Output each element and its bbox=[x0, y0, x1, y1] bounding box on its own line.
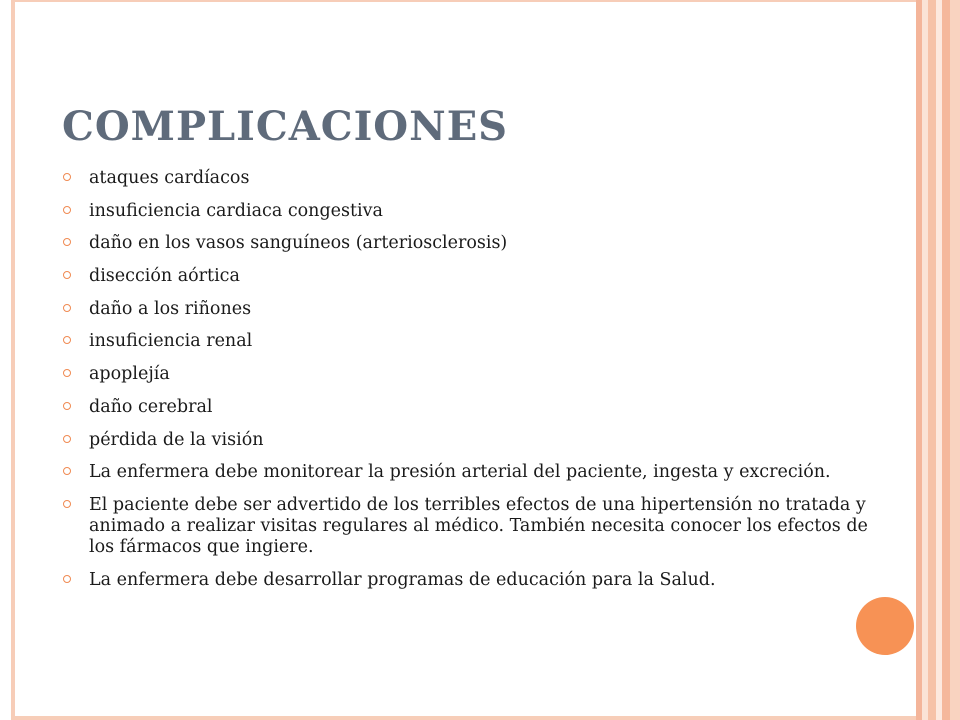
circle-bullet-icon bbox=[63, 304, 71, 312]
frame-top-border bbox=[11, 0, 920, 2]
frame-left-border bbox=[11, 0, 15, 720]
right-stripe bbox=[950, 0, 960, 720]
circle-bullet-icon bbox=[63, 435, 71, 443]
circle-bullet-icon bbox=[63, 336, 71, 344]
list-item-text: insuficiencia cardiaca congestiva bbox=[89, 200, 383, 221]
list-item-text: La enfermera debe desarrollar programas de educación para la Salud. bbox=[89, 569, 716, 590]
list-item bbox=[62, 397, 892, 418]
list-item-text: La enfermera debe monitorear la presión arterial del paciente, ingesta y excreción. bbox=[89, 462, 831, 483]
bullet-list bbox=[62, 168, 892, 602]
right-stripe bbox=[942, 0, 950, 720]
list-item bbox=[62, 299, 892, 320]
list-item bbox=[62, 364, 892, 385]
circle-bullet-icon bbox=[63, 173, 71, 181]
list-item-text: El paciente debe ser advertido de los terribles efectos de una hipertensión no tratada y animado a realizar visitas regulares al médico. También necesita conocer los efectos de los fármacos que ingiere. bbox=[89, 494, 868, 557]
frame-bottom-border bbox=[11, 716, 920, 720]
circle-bullet-icon bbox=[63, 206, 71, 214]
list-item-text: daño en los vasos sanguíneos (arteriosclerosis) bbox=[89, 233, 508, 254]
list-item bbox=[62, 430, 892, 451]
circle-bullet-icon bbox=[63, 402, 71, 410]
list-item-text: disección aórtica bbox=[89, 266, 240, 287]
list-item bbox=[62, 331, 892, 352]
list-item-text: insuficiencia renal bbox=[89, 331, 253, 352]
circle-bullet-icon bbox=[63, 238, 71, 246]
list-item-text: ataques cardíacos bbox=[89, 168, 250, 188]
list-item bbox=[62, 233, 892, 254]
list-item bbox=[62, 201, 892, 222]
right-stripe bbox=[928, 0, 936, 720]
list-item bbox=[62, 495, 892, 558]
slide-title: COMPLICACIONES bbox=[62, 103, 509, 150]
list-item-text: daño a los riñones bbox=[89, 298, 252, 319]
circle-bullet-icon bbox=[63, 467, 71, 475]
list-item-text: daño cerebral bbox=[89, 396, 213, 417]
list-item bbox=[62, 462, 892, 483]
list-item-text: apoplejía bbox=[89, 364, 170, 385]
circle-bullet-icon bbox=[63, 575, 71, 583]
circle-bullet-icon bbox=[63, 500, 71, 508]
circle-bullet-icon bbox=[63, 369, 71, 377]
list-item bbox=[62, 168, 892, 189]
list-item-text: pérdida de la visión bbox=[89, 429, 264, 450]
decorative-circle bbox=[856, 597, 914, 655]
circle-bullet-icon bbox=[63, 271, 71, 279]
list-item bbox=[62, 266, 892, 287]
list-item bbox=[62, 570, 892, 591]
